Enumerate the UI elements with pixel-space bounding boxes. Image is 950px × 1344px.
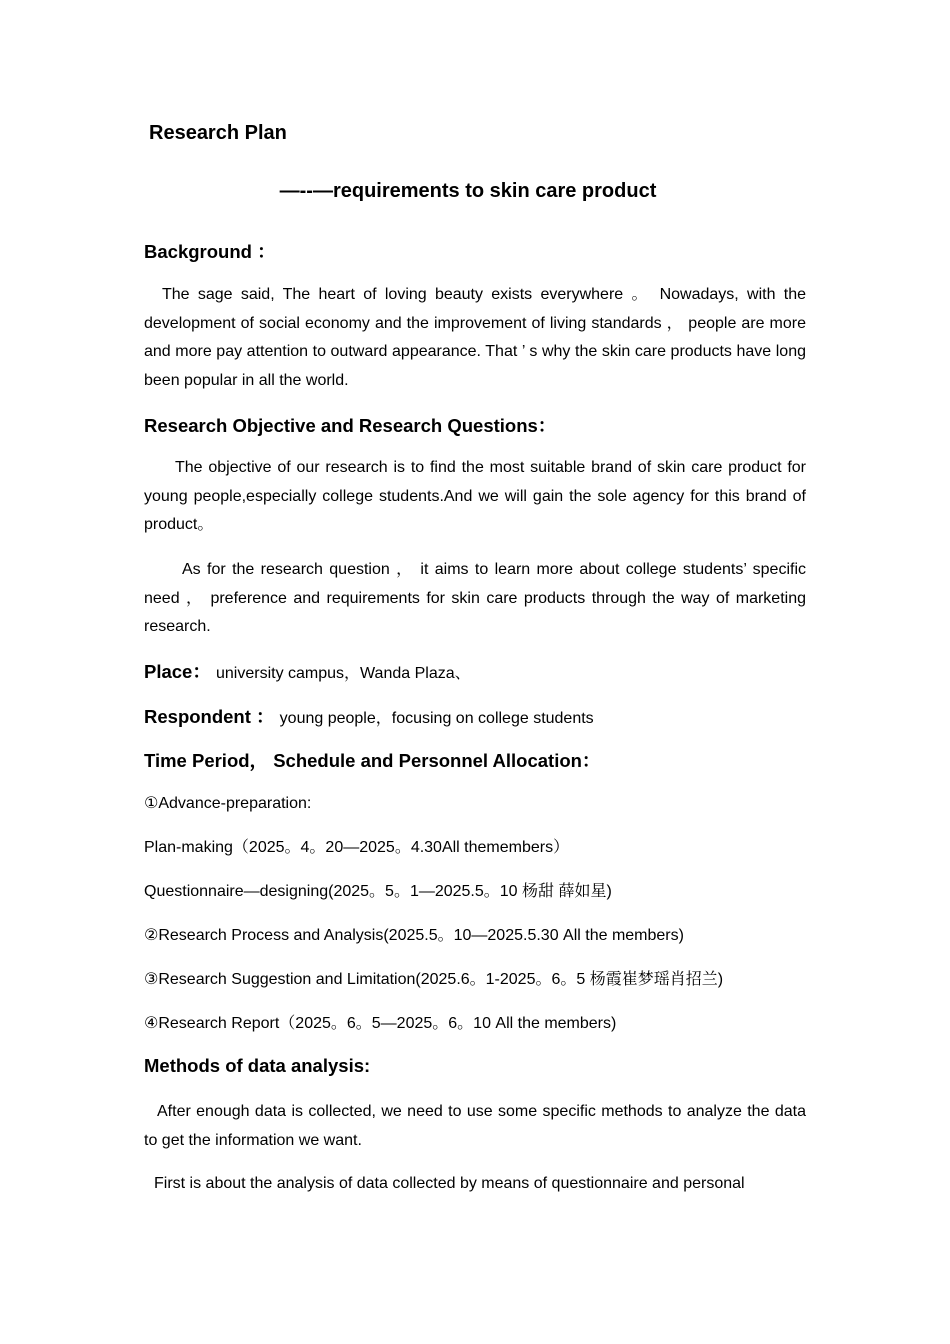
schedule-item: ③Research Suggestion and Limitation(2025.6。1-2025。6。5 杨霞崔梦瑶肖招兰) [144, 971, 724, 988]
respondent-value: young people，focusing on college students [279, 710, 594, 727]
methods-heading: Methods of data analysis: [144, 1055, 371, 1076]
background-paragraph: The sage said, The heart of loving beauty exists everywhere 。 Nowadays, with the development of social economy and the improvement of living standards ， people are more and more pay attention to outward appearance. That ’ s why the skin care products have long been popular in all the world. [144, 286, 806, 389]
document-title: Research Plan [149, 122, 287, 144]
research-question-paragraph: As for the research question ， it aims to learn more about college students’ specific need ， preference and requirements for skin care products through the way of marketing research. [144, 561, 806, 635]
objective-paragraph: The objective of our research is to find the most suitable brand of skin care product for young people,especially college students.And we will gain the sole agency for this brand of product。 [144, 459, 806, 533]
methods-paragraph-continued: First is about the analysis of data collected by means of questionnaire and personal [154, 1175, 745, 1192]
background-heading: Background ： [144, 241, 276, 262]
respondent-label: Respondent ： [144, 706, 275, 727]
schedule-heading: Time Period， Schedule and Personnel Allocation： [144, 750, 601, 771]
schedule-item: ①Advance-preparation: [144, 795, 312, 812]
respondent-line [144, 703, 806, 729]
schedule-item: ②Research Process and Analysis(2025.5。10—2025.5.30 All the members) [144, 927, 684, 944]
methods-paragraph: After enough data is collected, we need to use some specific methods to analyze the data to get the information we want. [144, 1103, 806, 1149]
document-subtitle: —--—requirements to skin care product [279, 180, 657, 202]
schedule-item: ④Research Report（2025。6。5—2025。6。10 All the members) [144, 1015, 617, 1032]
place-line [144, 658, 806, 684]
place-value: university campus，Wanda Plaza、 [216, 665, 471, 682]
schedule-item: Questionnaire—designing(2025。5。1—2025.5。10 杨甜 薛如星) [144, 883, 612, 900]
schedule-item: Plan-making（2025。4。20—2025。4.30All themembers） [144, 839, 570, 856]
objective-heading: Research Objective and Research Questions： [144, 415, 557, 436]
place-label: Place： [144, 661, 211, 682]
